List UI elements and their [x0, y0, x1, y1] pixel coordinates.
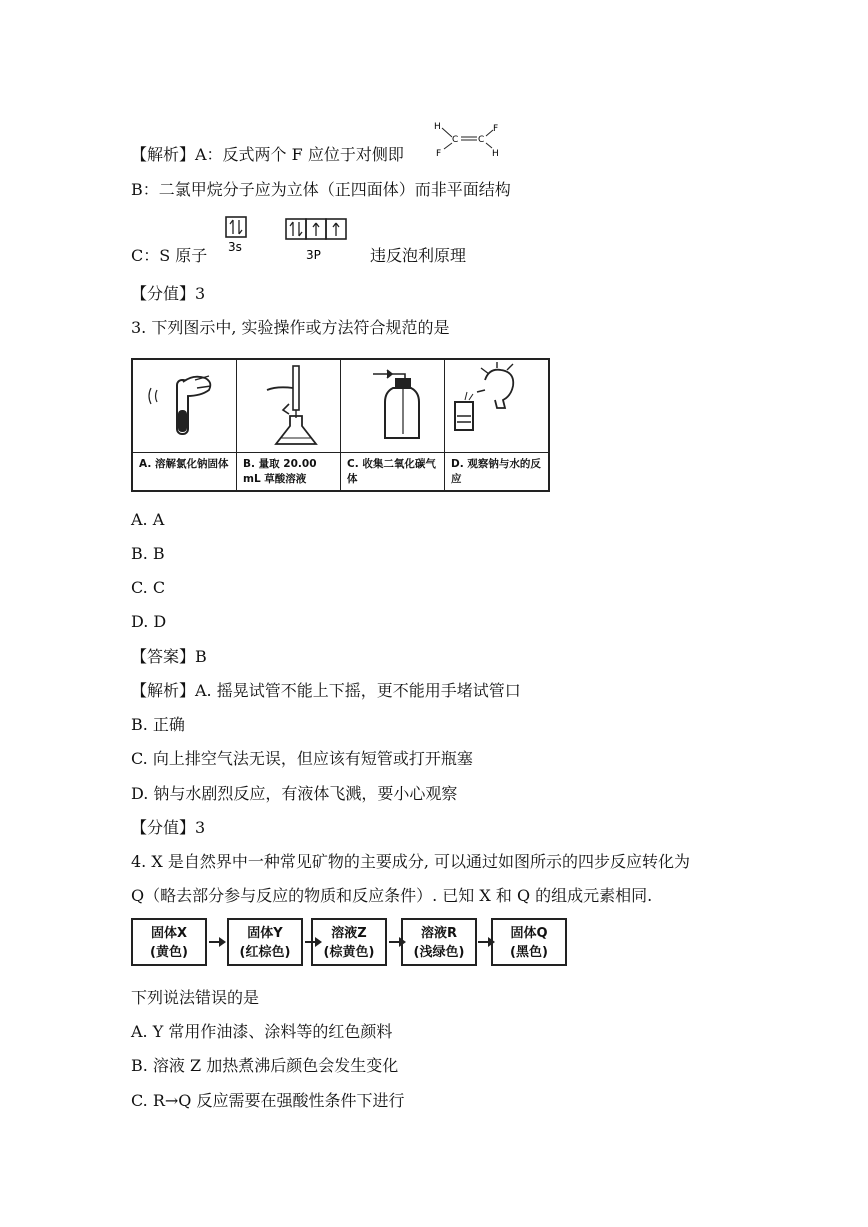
- score-3: 【分值】3: [131, 818, 206, 837]
- q3-analysis-a: 【解析】A. 摇晃试管不能上下摇，更不能用手堵试管口: [131, 681, 521, 700]
- q3-caption-d: D. 观察钠与水的反应: [451, 458, 541, 485]
- burette-flask-icon: [237, 360, 340, 450]
- flow-box-z: [311, 918, 387, 966]
- flow-box-name: 固体X: [150, 926, 188, 941]
- q3-analysis-c: C. 向上排空气法无误，但应该有短管或打开瓶塞: [131, 749, 473, 768]
- score-2: 【分值】3: [131, 284, 206, 303]
- q3-figure-table: [131, 358, 550, 492]
- analysis-a-line: 【解析】A：反式两个 F 应位于对侧即: [131, 145, 404, 164]
- analysis-c-suffix: 违反泡利原理: [370, 246, 467, 265]
- flow-box-color: (黑色): [510, 945, 548, 960]
- atom-label: C: [478, 135, 485, 145]
- flow-box-color: (棕黄色): [323, 945, 375, 960]
- orbital-diagram: [222, 213, 362, 263]
- atom-label: F: [436, 149, 442, 159]
- q3-cell-b: [237, 359, 341, 491]
- q3-caption-a: A. 溶解氯化钠固体: [139, 458, 229, 470]
- analysis-b-line: B：二氯甲烷分子应为立体（正四面体）而非平面结构: [131, 180, 511, 199]
- flow-box-name: 溶液Z: [331, 926, 367, 941]
- arrow-right-icon: [209, 934, 227, 950]
- gas-collection-bottle-icon: [341, 360, 444, 450]
- flow-box-color: (黄色): [150, 945, 188, 960]
- q3-caption-c: C. 收集二氧化碳气体: [347, 458, 436, 485]
- flow-box-name: 固体Y: [247, 926, 283, 941]
- flow-box-q: [491, 918, 567, 966]
- q4-flow-diagram: [131, 918, 561, 970]
- atom-label: H: [434, 122, 441, 132]
- q4-question: 下列说法错误的是: [131, 988, 260, 1007]
- flow-box-color: (浅绿色): [413, 945, 465, 960]
- flow-box-x: [131, 918, 207, 966]
- flow-box-r: [401, 918, 477, 966]
- q3-option-a: A. A: [131, 510, 165, 529]
- q3-answer: 【答案】B: [131, 647, 207, 666]
- trans-difluoroethene-structure: [432, 118, 504, 160]
- q3-cell-a: [132, 359, 237, 491]
- q3-caption-b: B. 量取 20.00 mL 草酸溶液: [243, 458, 317, 485]
- q4-option-c: C. R→Q 反应需要在强酸性条件下进行: [131, 1091, 405, 1110]
- atom-label: F: [493, 124, 499, 134]
- q4-option-b: B. 溶液 Z 加热煮沸后颜色会发生变化: [131, 1056, 399, 1075]
- q3-option-d: D. D: [131, 612, 167, 631]
- q3-analysis-b: B. 正确: [131, 715, 185, 734]
- q4-stem-line2: Q（略去部分参与反应的物质和反应条件）. 已知 X 和 Q 的组成元素相同.: [131, 886, 653, 905]
- atom-label: H: [492, 149, 499, 159]
- q3-stem: 3. 下列图示中, 实验操作或方法符合规范的是: [131, 318, 450, 337]
- observe-sodium-water-icon: [445, 360, 548, 450]
- q3-analysis-d: D. 钠与水剧烈反应，有液体飞溅，要小心观察: [131, 784, 458, 803]
- flow-box-y: [227, 918, 303, 966]
- q3-option-b: B. B: [131, 544, 165, 563]
- analysis-c-prefix: C：S 原子: [131, 246, 208, 265]
- atom-label: C: [452, 135, 459, 145]
- flow-box-name: 溶液R: [420, 926, 457, 941]
- q3-cell-c: [341, 359, 445, 491]
- q4-stem-line1: 4. X 是自然界中一种常见矿物的主要成分, 可以通过如图所示的四步反应转化为: [131, 852, 691, 871]
- flow-box-name: 固体Q: [510, 926, 548, 941]
- q3-cell-d: [445, 359, 550, 491]
- shake-test-tube-icon: [133, 360, 236, 450]
- orbital-3s-label: 3s: [228, 240, 242, 254]
- orbital-3p-label: 3P: [306, 248, 321, 262]
- flow-box-color: (红棕色): [239, 945, 291, 960]
- q4-option-a: A. Y 常用作油漆、涂料等的红色颜料: [131, 1022, 393, 1041]
- q3-option-c: C. C: [131, 578, 166, 597]
